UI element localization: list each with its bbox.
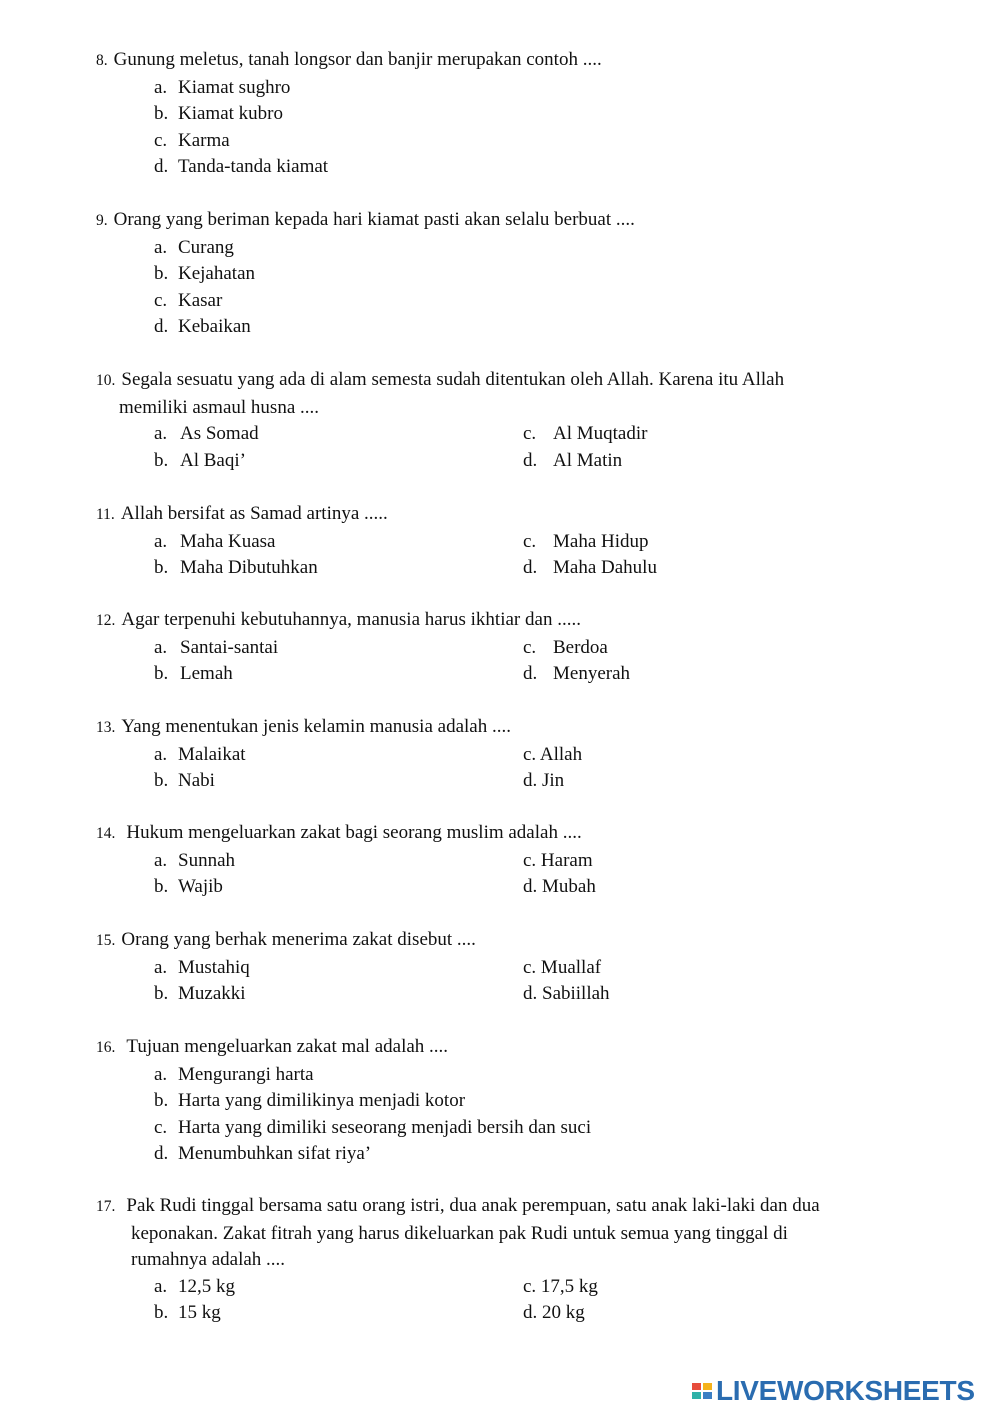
question-15 <box>96 927 940 1008</box>
option-d-text[interactable]: Maha Dahulu <box>553 557 657 579</box>
option-b-text[interactable]: Nabi <box>178 770 215 792</box>
option-a-letter[interactable]: a. <box>154 636 168 658</box>
question-11 <box>96 501 940 582</box>
question-text: Agar terpenuhi kebutuhannya, manusia harus ikhtiar dan ..... <box>121 609 581 630</box>
option-b-letter[interactable]: b. <box>154 770 169 792</box>
option-b-text[interactable]: Lemah <box>180 663 233 685</box>
option-row <box>96 955 940 982</box>
option-a-text[interactable]: Maha Kuasa <box>180 530 276 552</box>
option-a-text[interactable]: Mustahiq <box>178 956 250 978</box>
logo-block-teal <box>692 1392 701 1399</box>
option-a-letter[interactable]: a. <box>154 530 168 552</box>
option-b-text[interactable]: Muzakki <box>178 983 246 1005</box>
option-c[interactable]: c. Harta yang dimiliki seseorang menjadi bersih dan suci <box>154 1116 592 1138</box>
question-text-continued: memiliki asmaul husna .... <box>119 396 320 418</box>
option-b-letter[interactable]: b. <box>154 983 169 1005</box>
option-c-text[interactable]: c. Haram <box>523 849 593 871</box>
liveworksheets-logo-icon <box>692 1383 712 1399</box>
question-number: 11. <box>96 506 115 523</box>
question-9 <box>96 207 940 341</box>
option-d-letter[interactable]: d. <box>523 557 538 579</box>
question-number: 9. <box>96 212 108 229</box>
question-10 <box>96 367 940 474</box>
question-8 <box>96 47 940 181</box>
option-d[interactable]: d. Menumbuhkan sifat riya’ <box>154 1143 372 1165</box>
option-row <box>96 421 940 448</box>
option-a-letter[interactable]: a. <box>154 743 168 765</box>
question-number: 16. <box>96 1039 116 1056</box>
option-row <box>96 635 940 662</box>
option-b-text[interactable]: Wajib <box>178 876 223 898</box>
question-text-continued: rumahnya adalah .... <box>131 1249 286 1271</box>
question-16 <box>96 1034 940 1168</box>
option-b-text[interactable]: 15 kg <box>178 1302 221 1324</box>
option-c-letter[interactable]: c. <box>523 423 537 445</box>
question-text: Hukum mengeluarkan zakat bagi seorang muslim adalah .... <box>126 822 582 843</box>
option-row <box>96 555 940 582</box>
option-b-letter[interactable]: b. <box>154 876 169 898</box>
option-d-text[interactable]: Al Matin <box>553 449 623 471</box>
option-a-text[interactable]: Santai-santai <box>180 636 279 658</box>
option-row <box>96 1274 940 1301</box>
option-row <box>96 1300 940 1327</box>
option-row <box>96 768 940 795</box>
option-d[interactable]: d. Tanda-tanda kiamat <box>154 156 329 178</box>
option-c[interactable]: c. Kasar <box>154 289 223 311</box>
question-text: Segala sesuatu yang ada di alam semesta sudah ditentukan oleh Allah. Karena itu Allah <box>121 369 785 390</box>
option-c-letter[interactable]: c. <box>523 530 537 552</box>
option-row <box>96 981 940 1008</box>
option-a-letter[interactable]: a. <box>154 1275 168 1297</box>
option-c-text[interactable]: Al Muqtadir <box>553 423 648 445</box>
option-c-text[interactable]: c. 17,5 kg <box>523 1275 598 1297</box>
question-text-continued: keponakan. Zakat fitrah yang harus dikeluarkan pak Rudi untuk semua yang tinggal di <box>131 1222 788 1244</box>
option-a[interactable]: a. Mengurangi harta <box>154 1063 314 1085</box>
option-row <box>96 661 940 688</box>
question-number: 17. <box>96 1198 116 1215</box>
option-c-text[interactable]: c. Muallaf <box>523 956 602 978</box>
option-b-letter[interactable]: b. <box>154 663 169 685</box>
option-row <box>96 848 940 875</box>
option-row <box>96 874 940 901</box>
liveworksheets-logo <box>692 1374 975 1408</box>
question-text: Orang yang beriman kepada hari kiamat pasti akan selalu berbuat .... <box>113 209 635 230</box>
option-c[interactable]: c. Karma <box>154 129 230 151</box>
option-b[interactable]: b. Kejahatan <box>154 263 256 285</box>
option-a-letter[interactable]: a. <box>154 849 168 871</box>
option-a-text[interactable]: Malaikat <box>178 743 246 765</box>
option-b-text[interactable]: Maha Dibutuhkan <box>180 557 318 579</box>
option-a-text[interactable]: As Somad <box>180 423 259 445</box>
option-c-letter[interactable]: c. <box>523 636 537 658</box>
option-d-letter[interactable]: d. <box>523 449 538 471</box>
question-number: 10. <box>96 372 116 389</box>
question-text: Allah bersifat as Samad artinya ..... <box>120 503 388 524</box>
question-number: 13. <box>96 719 116 736</box>
question-text: Pak Rudi tinggal bersama satu orang istri, dua anak perempuan, satu anak laki-laki dan dua <box>126 1195 820 1216</box>
option-c-text[interactable]: Maha Hidup <box>553 530 649 552</box>
logo-block-blue <box>703 1392 712 1399</box>
option-d-text[interactable]: d. 20 kg <box>523 1302 585 1324</box>
option-c-text[interactable]: c. Allah <box>523 743 583 765</box>
option-d-text[interactable]: d. Jin <box>523 770 565 792</box>
option-c-text[interactable]: Berdoa <box>553 636 608 658</box>
option-b[interactable]: b. Harta yang dimilikinya menjadi kotor <box>154 1090 466 1112</box>
question-13 <box>96 714 940 795</box>
option-b-letter[interactable]: b. <box>154 449 169 471</box>
option-row <box>96 742 940 769</box>
option-b[interactable]: b. Kiamat kubro <box>154 103 284 125</box>
question-number: 14. <box>96 825 116 842</box>
option-b-text[interactable]: Al Baqi’ <box>180 449 246 471</box>
question-number: 15. <box>96 932 116 949</box>
question-14 <box>96 820 940 901</box>
option-a-letter[interactable]: a. <box>154 423 168 445</box>
option-b-letter[interactable]: b. <box>154 557 169 579</box>
option-d-text[interactable]: Menyerah <box>553 663 631 685</box>
question-number: 12. <box>96 612 116 629</box>
question-text: Yang menentukan jenis kelamin manusia adalah .... <box>121 716 511 737</box>
option-a-text[interactable]: Sunnah <box>178 849 235 871</box>
question-text: Gunung meletus, tanah longsor dan banjir merupakan contoh .... <box>113 49 602 70</box>
option-row <box>96 448 940 475</box>
option-a[interactable]: a. Kiamat sughro <box>154 76 291 98</box>
question-text: Tujuan mengeluarkan zakat mal adalah .... <box>126 1036 449 1057</box>
option-b-letter[interactable]: b. <box>154 1302 169 1324</box>
logo-text: LIVEWORKSHEETS <box>716 1375 975 1406</box>
question-number: 8. <box>96 52 108 69</box>
option-a[interactable]: a. Curang <box>154 236 234 258</box>
option-d-letter[interactable]: d. <box>523 663 538 685</box>
option-d-text[interactable]: d. Mubah <box>523 876 596 898</box>
option-a-text[interactable]: 12,5 kg <box>178 1275 235 1297</box>
option-row <box>96 529 940 556</box>
option-d[interactable]: d. Kebaikan <box>154 316 251 338</box>
question-text: Orang yang berhak menerima zakat disebut .... <box>121 929 476 950</box>
question-17 <box>96 1193 940 1327</box>
question-12 <box>96 607 940 688</box>
option-a-letter[interactable]: a. <box>154 956 168 978</box>
option-d-text[interactable]: d. Sabiillah <box>523 983 610 1005</box>
logo-block-red <box>692 1383 701 1390</box>
logo-block-yellow <box>703 1383 712 1390</box>
